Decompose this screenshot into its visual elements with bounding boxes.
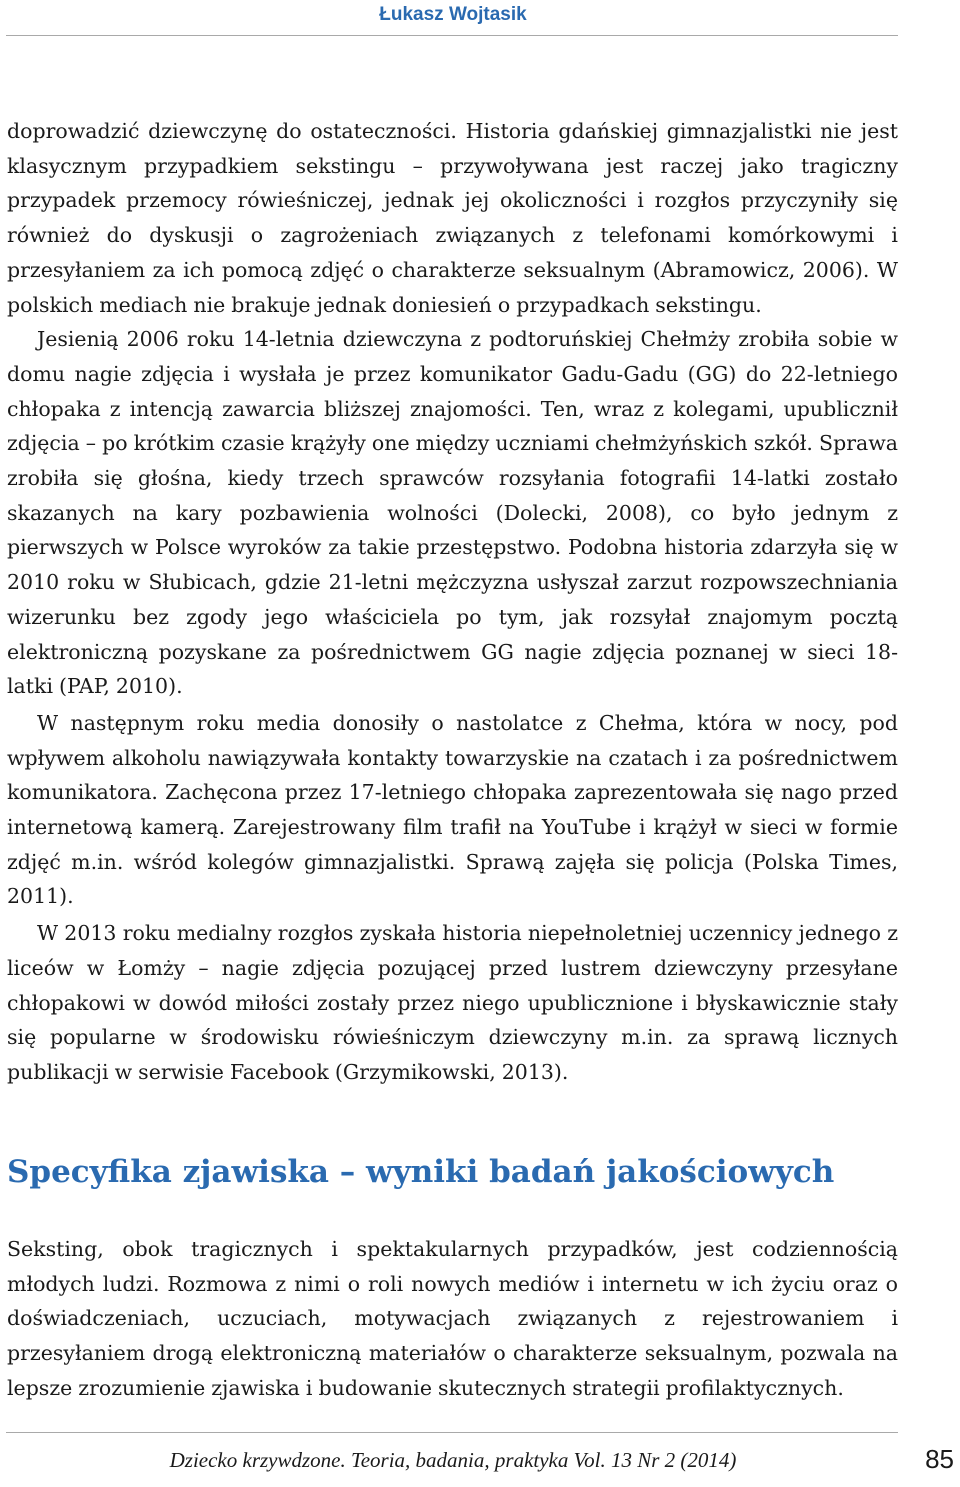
page-number: 85 — [925, 1444, 954, 1474]
body-paragraph: Jesienią 2006 roku 14-letnia dziewczyna z podtoruńskiej Chełmży zrobiła sobie w domu nagie zdjęcia i wysłała je przez komunikator Gadu-Gadu (GG) do 22-letniego chłopaka z intencją zawarcia bliższej znajomości. Ten, wraz z kolegami, upublicznił zdjęcia – po krótkim czasie krążyły one między uczniami chełmżyńskich szkół. Sprawa zrobiła się głośna, kiedy trzech sprawców rozsyłania fotografii 14-latki zostało skazanych na kary pozbawienia wolności (Dolecki, 2008), co było jednym z pierwszych w Polsce wyroków za takie przestępstwo. Podobna historia zdarzyła się w 2010 roku w Słubicach, gdzie 21-letni mężczyzna usłyszał zarzut rozpowszechniania wizerunku bez zgody jego właściciela po tym, jak rozsyłał znajomym pocztą elektroniczną pozyskane za pośrednictwem GG nagie zdjęcia poznanej w sieci 18-latki (PAP, 2010). — [7, 327, 898, 699]
article-body — [7, 114, 898, 1090]
header-divider — [6, 35, 898, 36]
running-footer-journal: Dziecko krzywdzone. Teoria, badania, praktyka Vol. 13 Nr 2 (2014) — [169, 1448, 737, 1472]
section-heading: Specyfika zjawiska – wyniki badań jakościowych — [7, 1154, 835, 1190]
running-header-author: Łukasz Wojtasik — [379, 4, 527, 25]
body-paragraph: W następnym roku media donosiły o nastolatce z Chełma, która w nocy, pod wpływem alkoholu nawiązywała kontakty towarzyskie na czatach i za pośrednictwem komunikatora. Zachęcona przez 17-letniego chłopaka zaprezentowała się nago przed internetową kamerą. Zarejestrowany film trafił na YouTube i krążył w sieci w formie zdjęć m.in. wśród kolegów gimnazjalistki. Sprawą zajęła się policja (Polska Times, 2011). — [7, 710, 898, 909]
section-body — [7, 1232, 898, 1406]
body-paragraph: W 2013 roku medialny rozgłos zyskała historia niepełnoletniej uczennicy jednego z liceów w Łomży – nagie zdjęcia pozującej przed lustrem dziewczyny przesyłane chłopakowi w dowód miłości zostały przez niego upublicznione i błyskawicznie stały się popularne w środowisku rówieśniczym dziewczyny m.in. za sprawą licznych publikacji w serwisie Facebook (Grzymikowski, 2013). — [7, 921, 898, 1084]
body-paragraph: doprowadzić dziewczynę do ostateczności. Historia gdańskiej gimnazjalistki nie jest klasycznym przypadkiem sekstingu – przywoływana jest raczej jako tragiczny przypadek przemocy rówieśniczej, jednak jej okoliczności i rozgłos przyczyniły się również do dyskusji o zagrożeniach związanych z telefonami komórkowymi i przesyłaniem za ich pomocą zdjęć o charakterze seksualnym (Abramowicz, 2006). W polskich mediach nie brakuje jednak doniesień o przypadkach sekstingu. — [7, 119, 898, 317]
section-paragraph: Seksting, obok tragicznych i spektakularnych przypadków, jest codziennością młodych ludzi. Rozmowa z nimi o roli nowych mediów i internetu w ich życiu oraz o doświadczeniach, uczuciach, motywacjach związanych z rejestrowaniem i przesyłaniem drogą elektroniczną materiałów o charakterze seksualnym, pozwala na lepsze zrozumienie zjawiska i budowanie skutecznych strategii profilaktycznych. — [7, 1237, 898, 1400]
footer-divider — [6, 1432, 898, 1433]
